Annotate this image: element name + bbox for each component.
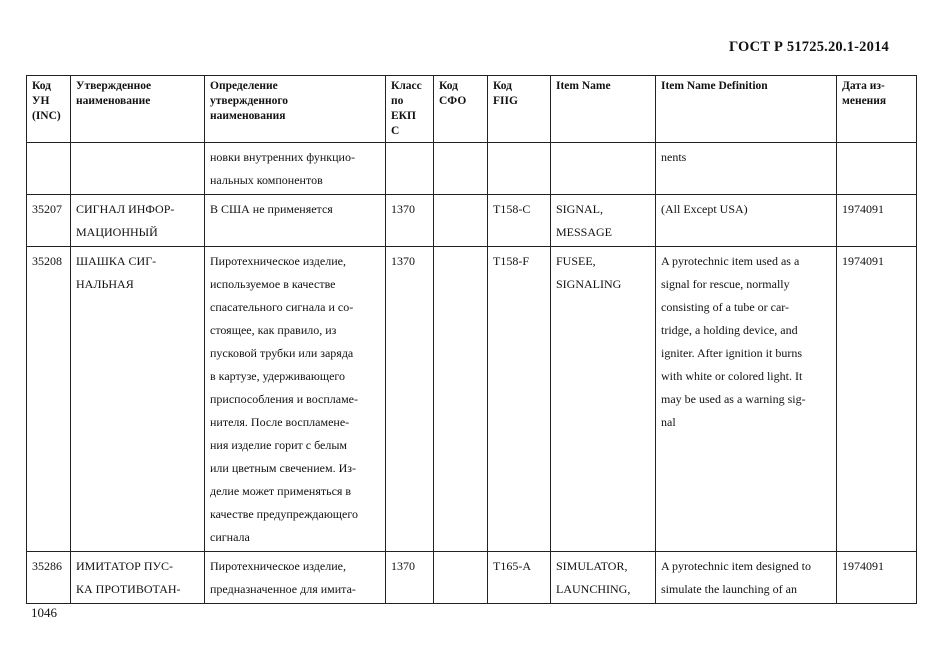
text-line: приспособления и воспламе- <box>210 392 358 406</box>
class-cell <box>386 143 434 195</box>
text-line: по <box>391 95 404 107</box>
change-date-cell: 1974091 <box>837 195 917 247</box>
text-line: СФО <box>439 95 467 107</box>
text-line: новки внутренних функцио- <box>210 150 355 164</box>
text-line: A pyrotechnic item designed to <box>661 559 811 573</box>
text-line: качестве предупреждающего <box>210 507 358 521</box>
text-line: Код <box>439 80 459 92</box>
text-line: в картузе, удерживающего <box>210 369 346 383</box>
sfo-code-cell <box>434 247 488 552</box>
column-header <box>205 76 386 143</box>
column-header <box>656 76 837 143</box>
approved-name-cell <box>71 247 205 552</box>
definition-cell <box>205 247 386 552</box>
table-row <box>27 195 917 247</box>
column-header <box>837 76 917 143</box>
text-line: утвержденного <box>210 95 289 107</box>
text-line: Код <box>32 80 52 92</box>
table-header-row <box>27 76 917 143</box>
text-line: A pyrotechnic item used as a <box>661 254 800 268</box>
sfo-code-cell <box>434 552 488 604</box>
text-line: нальных компонентов <box>210 173 323 187</box>
text-line: Дата из- <box>842 80 885 92</box>
item-name-cell <box>551 143 656 195</box>
text-line: наименования <box>210 110 286 122</box>
text-line: ния изделие горит с белым <box>210 438 348 452</box>
text-line: С <box>391 125 400 137</box>
text-line: Item Name <box>556 80 611 92</box>
definition-cell <box>205 195 386 247</box>
class-cell: 1370 <box>386 195 434 247</box>
text-line: LAUNCHING, <box>556 582 631 596</box>
column-header <box>71 76 205 143</box>
text-line: Item Name Definition <box>661 80 768 92</box>
fiig-code-cell: T158-F <box>488 247 551 552</box>
text-line: with white or colored light. It <box>661 369 803 383</box>
text-line: signal for rescue, normally <box>661 277 790 291</box>
text-line: СИГНАЛ ИНФОР- <box>76 202 175 216</box>
text-line: наименование <box>76 95 151 107</box>
column-header <box>551 76 656 143</box>
inc-code-cell: 35207 <box>27 195 71 247</box>
text-line: Определение <box>210 80 278 92</box>
inc-code-cell <box>27 143 71 195</box>
text-line: менения <box>842 95 887 107</box>
text-line: SIMULATOR, <box>556 559 628 573</box>
inc-code-cell: 35286 <box>27 552 71 604</box>
text-line: FUSEE, <box>556 254 596 268</box>
fiig-code-cell: T158-C <box>488 195 551 247</box>
document-standard-header: ГОСТ Р 51725.20.1-2014 <box>728 39 889 55</box>
definition-cell <box>205 143 386 195</box>
column-header <box>27 76 71 143</box>
column-header <box>386 76 434 143</box>
text-line: tridge, a holding device, and <box>661 323 798 337</box>
table-row <box>27 247 917 552</box>
sfo-code-cell <box>434 195 488 247</box>
approved-name-cell <box>71 143 205 195</box>
text-line: ЕКП <box>391 110 416 122</box>
text-line: simulate the launching of an <box>661 582 797 596</box>
text-line: стоящее, как правило, из <box>210 323 337 337</box>
column-header <box>488 76 551 143</box>
text-line: или цветным свечением. Из- <box>210 461 356 475</box>
item-definition-cell <box>656 143 837 195</box>
item-name-cell <box>551 552 656 604</box>
text-line: FIIG <box>493 95 518 107</box>
table-row <box>27 143 917 195</box>
text-line: SIGNAL, <box>556 202 603 216</box>
text-line: В США не применяется <box>210 202 333 216</box>
text-line: (INC) <box>32 110 61 122</box>
text-line: consisting of a tube or car- <box>661 300 790 314</box>
text-line: (All Except USA) <box>661 202 748 216</box>
text-line: предназначенное для имита- <box>210 582 356 596</box>
item-definition-cell <box>656 552 837 604</box>
text-line: МАЦИОННЫЙ <box>76 225 158 239</box>
text-line: may be used as a warning sig- <box>661 392 806 406</box>
text-line: nal <box>661 415 676 429</box>
column-header <box>434 76 488 143</box>
text-line: делие может применяться в <box>210 484 352 498</box>
item-definition-cell <box>656 195 837 247</box>
text-line: Класс <box>391 80 422 92</box>
definition-cell <box>205 552 386 604</box>
text-line: igniter. After ignition it burns <box>661 346 802 360</box>
change-date-cell: 1974091 <box>837 552 917 604</box>
class-cell: 1370 <box>386 247 434 552</box>
item-name-cell <box>551 247 656 552</box>
text-line: SIGNALING <box>556 277 622 291</box>
text-line: Пиротехническое изделие, <box>210 559 346 573</box>
text-line: Пиротехническое изделие, <box>210 254 346 268</box>
text-line: ИМИТАТОР ПУС- <box>76 559 174 573</box>
item-definition-cell <box>656 247 837 552</box>
text-line: используемое в качестве <box>210 277 336 291</box>
text-line: Код <box>493 80 513 92</box>
nomenclature-table <box>26 75 917 604</box>
fiig-code-cell: T165-A <box>488 552 551 604</box>
text-line: УН <box>32 95 50 107</box>
text-line: нителя. После воспламене- <box>210 415 350 429</box>
fiig-code-cell <box>488 143 551 195</box>
text-line: сигнала <box>210 530 250 544</box>
text-line: Утвержденное <box>76 80 152 92</box>
change-date-cell <box>837 143 917 195</box>
text-line: MESSAGE <box>556 225 613 239</box>
inc-code-cell: 35208 <box>27 247 71 552</box>
text-line: ШАШКА СИГ- <box>76 254 157 268</box>
table-row <box>27 552 917 604</box>
text-line: НАЛЬНАЯ <box>76 277 134 291</box>
text-line: КА ПРОТИВОТАН- <box>76 582 181 596</box>
text-line: спасательного сигнала и со- <box>210 300 354 314</box>
approved-name-cell <box>71 552 205 604</box>
class-cell: 1370 <box>386 552 434 604</box>
approved-name-cell <box>71 195 205 247</box>
page-number: 1046 <box>31 605 57 620</box>
item-name-cell <box>551 195 656 247</box>
text-line: пусковой трубки или заряда <box>210 346 354 360</box>
text-line: nents <box>661 150 687 164</box>
change-date-cell: 1974091 <box>837 247 917 552</box>
sfo-code-cell <box>434 143 488 195</box>
